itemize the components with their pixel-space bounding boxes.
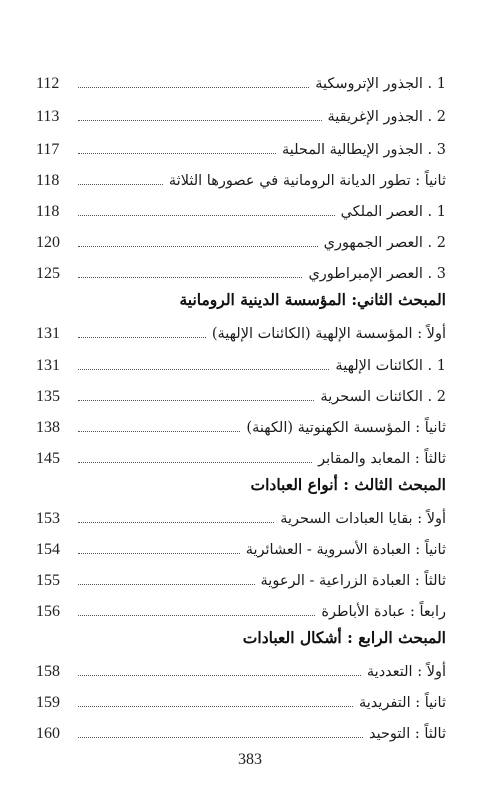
- toc-entry: [36, 660, 446, 684]
- toc-entry-title: ثانياً : العبادة الأسروية - العشائرية: [245, 542, 446, 558]
- toc-entry-page: 113: [36, 108, 60, 125]
- toc-entry-page: 125: [36, 265, 60, 282]
- toc-entry: [36, 416, 446, 440]
- leader-dots: [78, 615, 315, 616]
- toc-entry-title: 1 . الجذور الإتروسكية: [315, 76, 446, 92]
- toc-entry-page: 131: [36, 357, 60, 374]
- toc-entry-title: 2 . الجذور الإغريقية: [327, 109, 446, 125]
- toc-entry-page: 120: [36, 234, 60, 251]
- toc-entry: [36, 322, 446, 346]
- toc-entry: [36, 447, 446, 471]
- leader-dots: [78, 153, 276, 154]
- toc-entry-title: 2 . الكائنات السحرية: [320, 389, 446, 405]
- leader-dots: [78, 337, 206, 338]
- toc-entry: [36, 538, 446, 562]
- toc-entry: [36, 138, 446, 162]
- leader-dots: [78, 553, 240, 554]
- leader-dots: [78, 584, 255, 585]
- leader-dots: [78, 522, 274, 523]
- leader-dots: [78, 737, 363, 738]
- toc-entry-page: 145: [36, 450, 60, 467]
- toc-entry: [36, 569, 446, 593]
- section-heading: المبحث الرابع : أشكال العبادات: [242, 628, 446, 647]
- toc-entry: [36, 722, 446, 746]
- toc-entry-title: ثانياً : المؤسسة الكهنوتية (الكهنة): [246, 420, 446, 436]
- leader-dots: [78, 215, 335, 216]
- toc-entry-title: ثالثاً : المعابد والمقابر: [318, 451, 446, 467]
- toc-entry: [36, 200, 446, 224]
- toc-entry-title: أولاً : المؤسسة الإلهية (الكائنات الإلهية): [211, 326, 446, 342]
- toc-entry: [36, 507, 446, 531]
- toc-entry: [36, 691, 446, 715]
- toc-entry-page: 159: [36, 694, 60, 711]
- toc-entry-title: ثالثاً : التوحيد: [368, 726, 446, 742]
- toc-entry-title: أولاً : التعددية: [366, 664, 446, 680]
- toc-entry-page: 156: [36, 603, 60, 620]
- toc-entry-page: 154: [36, 541, 60, 558]
- toc-entry-page: 138: [36, 419, 60, 436]
- toc-entry-page: 117: [36, 141, 60, 158]
- leader-dots: [78, 369, 329, 370]
- leader-dots: [78, 184, 163, 185]
- toc-entry-page: 112: [36, 75, 60, 92]
- toc-entry: [36, 385, 446, 409]
- toc-entry: [36, 262, 446, 286]
- toc-entry-page: 131: [36, 325, 60, 342]
- toc-entry-page: 135: [36, 388, 60, 405]
- toc-entry-page: 153: [36, 510, 60, 527]
- toc-entry: [36, 169, 446, 193]
- toc-entry-title: ثانياً : تطور الديانة الرومانية في عصورها الثلاثة: [168, 173, 446, 189]
- leader-dots: [78, 246, 318, 247]
- toc-entry-page: 118: [36, 172, 60, 189]
- toc-entry-title: ثالثاً : العبادة الزراعية - الرعوية: [260, 573, 446, 589]
- toc-entry-title: 3 . العصر الإمبراطوري: [308, 266, 446, 282]
- toc-entry: [36, 72, 446, 96]
- toc-entry-page: 158: [36, 663, 60, 680]
- leader-dots: [78, 277, 302, 278]
- leader-dots: [78, 675, 361, 676]
- toc-entry: [36, 231, 446, 255]
- leader-dots: [78, 120, 322, 121]
- toc-entry-page: 155: [36, 572, 60, 589]
- toc-entry-title: رابعاً : عبادة الأباطرة: [321, 604, 446, 620]
- toc-entry-title: 1 . الكائنات الإلهية: [335, 358, 446, 374]
- toc-entry: [36, 354, 446, 378]
- page-number: 383: [238, 751, 262, 768]
- toc-entry-title: 3 . الجذور الإيطالية المحلية: [281, 142, 446, 158]
- toc-entry-page: 160: [36, 725, 60, 742]
- toc-entry: [36, 600, 446, 624]
- toc-entry-title: ثانياً : التفريدية: [359, 695, 446, 711]
- leader-dots: [78, 462, 312, 463]
- toc-entry-title: 2 . العصر الجمهوري: [323, 235, 446, 251]
- toc-entry: [36, 105, 446, 129]
- toc-entry-title: أولاً : بقايا العبادات السحرية: [280, 511, 446, 527]
- leader-dots: [78, 431, 240, 432]
- section-heading: المبحث الثالث : أنواع العبادات: [250, 475, 446, 494]
- section-heading: المبحث الثاني: المؤسسة الدينية الرومانية: [179, 290, 446, 309]
- toc-entry-title: 1 . العصر الملكي: [340, 204, 446, 220]
- leader-dots: [78, 400, 314, 401]
- leader-dots: [78, 706, 353, 707]
- toc-entry-page: 118: [36, 203, 60, 220]
- leader-dots: [78, 87, 309, 88]
